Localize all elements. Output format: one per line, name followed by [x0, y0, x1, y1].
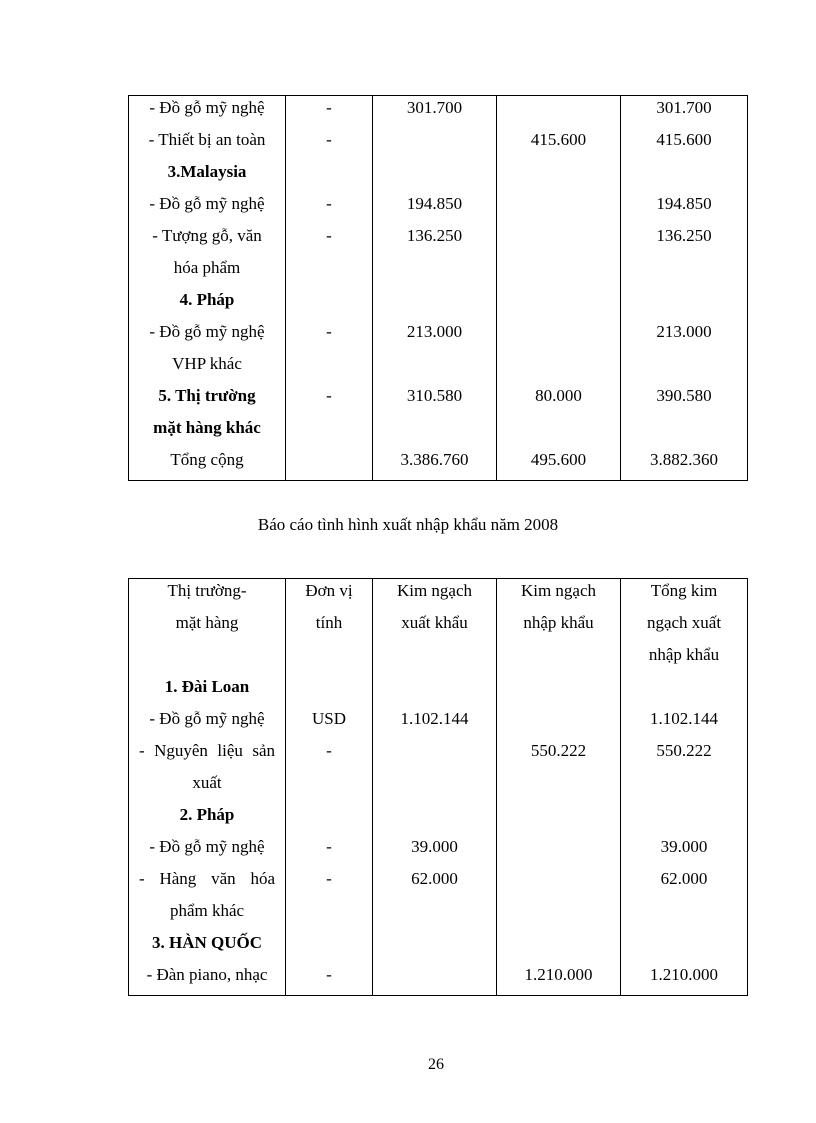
cell-text: - — [326, 226, 332, 245]
table-cell — [497, 128, 621, 160]
table-row — [129, 416, 748, 448]
table-cell — [286, 384, 373, 416]
cell-text: - — [326, 322, 332, 341]
cell-text: Tổng kim — [650, 581, 718, 600]
table-cell — [373, 611, 497, 643]
cell-text — [621, 899, 747, 901]
cell-text: - — [326, 194, 332, 213]
table-cell — [373, 643, 497, 675]
cell-text: 301.700 — [406, 98, 463, 117]
table-cell — [286, 931, 373, 963]
cell-text: 495.600 — [530, 450, 587, 469]
cell-text — [286, 448, 372, 450]
cell-text: phẩm khác — [169, 901, 245, 920]
table-cell — [621, 192, 748, 224]
table-cell — [286, 320, 373, 352]
table-cell — [621, 899, 748, 931]
cell-text — [621, 771, 747, 773]
table-cell — [497, 96, 621, 129]
table-cell — [129, 384, 286, 416]
cell-text: - Thiết bị an toàn — [148, 130, 266, 149]
cell-text: 39.000 — [660, 837, 708, 856]
table-cell — [373, 771, 497, 803]
cell-text — [621, 675, 747, 677]
cell-text: 3.386.760 — [400, 450, 469, 469]
table-cell — [621, 771, 748, 803]
cell-text: 62.000 — [411, 869, 458, 888]
cell-text: 310.580 — [406, 386, 463, 405]
table-cell — [621, 803, 748, 835]
table-cell — [129, 128, 286, 160]
table-cell — [497, 416, 621, 448]
cell-text — [621, 288, 747, 290]
table-cell — [497, 448, 621, 481]
table-cell — [373, 160, 497, 192]
table-cell — [286, 867, 373, 899]
table-cell — [373, 899, 497, 931]
table-cell — [373, 192, 497, 224]
table-cell — [286, 611, 373, 643]
cell-text: 4. Pháp — [179, 290, 235, 309]
table-cell — [497, 835, 621, 867]
table-cell — [286, 675, 373, 707]
cell-text: Kim ngạch — [396, 581, 473, 600]
cell-text: - — [326, 741, 332, 760]
table-cell — [129, 707, 286, 739]
cell-text — [497, 835, 620, 837]
cell-text: 3.Malaysia — [167, 162, 247, 181]
table-cell — [621, 352, 748, 384]
table-row — [129, 899, 748, 931]
cell-text: 550.222 — [530, 741, 587, 760]
cell-text: 194.850 — [656, 194, 712, 213]
table-cell — [373, 675, 497, 707]
cell-text: USD — [311, 709, 346, 728]
cell-text: - — [326, 130, 332, 149]
cell-text: - Đồ gỗ mỹ nghệ — [149, 322, 265, 341]
table-cell — [373, 835, 497, 867]
table-cell — [373, 352, 497, 384]
table-cell — [129, 160, 286, 192]
table-cell — [497, 192, 621, 224]
table-row — [129, 256, 748, 288]
cell-text: hóa phẩm — [173, 258, 241, 277]
cell-text: 213.000 — [656, 322, 712, 341]
table-row — [129, 835, 748, 867]
table-row — [129, 963, 748, 996]
cell-text — [497, 707, 620, 709]
cell-text: nhập khẩu — [523, 613, 594, 632]
table-caption: Báo cáo tình hình xuất nhập khẩu năm 2008 — [257, 515, 559, 534]
table-cell — [373, 320, 497, 352]
table-cell — [286, 643, 373, 675]
table-cell — [497, 707, 621, 739]
cell-text — [497, 288, 620, 290]
cell-text — [286, 771, 372, 773]
table-cell — [497, 352, 621, 384]
table-row — [129, 675, 748, 707]
cell-text: 1.102.144 — [400, 709, 469, 728]
table-row — [129, 707, 748, 739]
table-cell — [129, 643, 286, 675]
cell-text: xuất khẩu — [401, 613, 468, 632]
cell-text — [286, 160, 372, 162]
cell-text: - Đồ gỗ mỹ nghệ — [149, 709, 265, 728]
cell-text — [373, 931, 496, 933]
table-cell — [373, 288, 497, 320]
table-cell — [621, 384, 748, 416]
table-row — [129, 931, 748, 963]
table-row — [129, 384, 748, 416]
table-cell — [497, 384, 621, 416]
table-cell — [373, 803, 497, 835]
cell-text: - — [326, 965, 332, 984]
table-cell — [373, 579, 497, 612]
cell-text: - Tượng gỗ, văn — [152, 226, 262, 245]
table-cell — [129, 931, 286, 963]
table-cell — [497, 771, 621, 803]
table-cell — [621, 160, 748, 192]
table-cell — [129, 579, 286, 612]
table-cell — [129, 256, 286, 288]
cell-text — [621, 256, 747, 258]
cell-text: 39.000 — [411, 837, 458, 856]
cell-text — [621, 803, 747, 805]
table-cell — [373, 931, 497, 963]
table-cell — [621, 579, 748, 612]
table-cell — [286, 579, 373, 612]
cell-text — [286, 256, 372, 258]
table-cell — [129, 835, 286, 867]
header-row — [129, 579, 748, 612]
table-cell — [497, 611, 621, 643]
table-cell — [621, 128, 748, 160]
cell-text: - — [326, 869, 332, 888]
table-cell — [129, 320, 286, 352]
table-cell — [621, 96, 748, 129]
table-row — [129, 320, 748, 352]
table-row — [129, 224, 748, 256]
table-row — [129, 160, 748, 192]
cell-text — [497, 96, 620, 98]
cell-text — [497, 931, 620, 933]
cell-text: 550.222 — [656, 741, 712, 760]
cell-text — [373, 256, 496, 258]
table-cell — [129, 192, 286, 224]
cell-text: 1.210.000 — [524, 965, 593, 984]
table-cell — [286, 448, 373, 481]
table-cell — [286, 288, 373, 320]
cell-text: nhập khẩu — [648, 645, 720, 664]
cell-text — [497, 675, 620, 677]
table-cell — [497, 739, 621, 771]
cell-text: - — [326, 386, 332, 405]
table-cell — [497, 160, 621, 192]
cell-text — [286, 643, 372, 645]
cell-text — [621, 160, 747, 162]
cell-text — [497, 643, 620, 645]
table-row — [129, 867, 748, 899]
header-row — [129, 643, 748, 675]
table-cell — [373, 96, 497, 129]
cell-text — [373, 160, 496, 162]
table-cell — [129, 352, 286, 384]
table-row — [129, 288, 748, 320]
table-row — [129, 128, 748, 160]
cell-text: VHP khác — [172, 354, 242, 373]
cell-text — [286, 899, 372, 901]
table-cell — [497, 256, 621, 288]
cell-text — [497, 352, 620, 354]
header-row — [129, 611, 748, 643]
table-cell — [286, 835, 373, 867]
table-cell — [497, 675, 621, 707]
table-cell — [286, 128, 373, 160]
table-cell — [621, 931, 748, 963]
cell-text — [497, 416, 620, 418]
table-cell — [129, 899, 286, 931]
cell-text — [373, 963, 496, 965]
table-cell — [286, 707, 373, 739]
cell-text: ngạch xuất — [646, 613, 722, 632]
cell-text: - Đồ gỗ mỹ nghệ — [149, 194, 265, 213]
table-cell — [286, 256, 373, 288]
table-cell — [129, 448, 286, 481]
table-cell — [373, 739, 497, 771]
table-cell — [286, 96, 373, 129]
cell-text: 136.250 — [406, 226, 463, 245]
cell-text — [497, 192, 620, 194]
cell-text: 213.000 — [406, 322, 463, 341]
table-cell — [621, 320, 748, 352]
table-row — [129, 739, 748, 771]
cell-text: Thị trường- — [167, 581, 247, 600]
table-row — [129, 352, 748, 384]
cell-text: 415.600 — [530, 130, 587, 149]
cell-text: Tổng cộng — [170, 450, 244, 469]
cell-text — [129, 643, 285, 645]
cell-text: - Hàng văn hóa — [139, 869, 275, 888]
table-cell — [621, 675, 748, 707]
table-cell — [286, 160, 373, 192]
cell-text — [497, 771, 620, 773]
table-cell — [497, 867, 621, 899]
table-cell — [286, 416, 373, 448]
table-cell — [621, 448, 748, 481]
cell-text — [373, 899, 496, 901]
table-cell — [286, 192, 373, 224]
cell-text — [373, 803, 496, 805]
cell-text — [497, 320, 620, 322]
table-cell — [129, 739, 286, 771]
cell-text — [373, 416, 496, 418]
cell-text — [373, 643, 496, 645]
table-cell — [497, 899, 621, 931]
cell-text: xuất — [192, 773, 222, 792]
table-cell — [286, 963, 373, 996]
table-cell — [497, 288, 621, 320]
cell-text: - — [326, 837, 332, 856]
table-row — [129, 771, 748, 803]
cell-text — [286, 352, 372, 354]
table-row — [129, 96, 748, 129]
table-cell — [497, 224, 621, 256]
cell-text: mặt hàng khác — [153, 418, 261, 437]
table-cell — [286, 352, 373, 384]
table-cell — [373, 867, 497, 899]
cell-text: 1.210.000 — [650, 965, 718, 984]
table-cell — [373, 707, 497, 739]
cell-text — [497, 803, 620, 805]
cell-text — [286, 288, 372, 290]
table-cell — [497, 931, 621, 963]
table-cell — [129, 288, 286, 320]
table-2008 — [128, 578, 748, 996]
cell-text — [621, 931, 747, 933]
table-cell — [621, 835, 748, 867]
table-cell — [621, 288, 748, 320]
table-cell — [129, 416, 286, 448]
table-cell — [497, 803, 621, 835]
table-cell — [373, 128, 497, 160]
table-cell — [497, 579, 621, 612]
table-cell — [373, 416, 497, 448]
table-cell — [373, 448, 497, 481]
cell-text — [373, 675, 496, 677]
table-cell — [129, 803, 286, 835]
cell-text: 194.850 — [406, 194, 463, 213]
cell-text: - Đồ gỗ mỹ nghệ — [149, 837, 265, 856]
table-cell — [621, 707, 748, 739]
table-cell — [621, 867, 748, 899]
table-cell — [621, 963, 748, 996]
table-cell — [129, 224, 286, 256]
cell-text — [373, 288, 496, 290]
table-cell — [129, 771, 286, 803]
cell-text: tính — [315, 613, 343, 632]
cell-text: 390.580 — [656, 386, 712, 405]
cell-text: - Nguyên liệu sản — [139, 741, 275, 760]
table-cell — [286, 739, 373, 771]
cell-text — [621, 416, 747, 418]
cell-text: Kim ngạch — [520, 581, 597, 600]
table-cell — [373, 256, 497, 288]
table-cell — [373, 384, 497, 416]
table-cell — [373, 963, 497, 996]
cell-text: 3. HÀN QUỐC — [151, 933, 263, 952]
cell-text — [286, 931, 372, 933]
table-cell — [497, 963, 621, 996]
cell-text — [286, 416, 372, 418]
table-cell — [129, 611, 286, 643]
cell-text: 2. Pháp — [179, 805, 235, 824]
cell-text: mặt hàng — [175, 613, 239, 632]
table-cell — [621, 224, 748, 256]
table-cell — [286, 771, 373, 803]
table-cell — [621, 643, 748, 675]
cell-text — [497, 256, 620, 258]
cell-text — [286, 675, 372, 677]
table-cell — [129, 96, 286, 129]
cell-text: 62.000 — [660, 869, 708, 888]
cell-text: 301.700 — [656, 98, 712, 117]
table-cell — [129, 675, 286, 707]
table-row — [129, 448, 748, 481]
cell-text — [286, 803, 372, 805]
page-number: 26 — [428, 1056, 444, 1073]
cell-text: 3.882.360 — [650, 450, 718, 469]
table-cell — [621, 739, 748, 771]
cell-text: - Đồ gỗ mỹ nghệ — [149, 98, 265, 117]
table-row — [129, 803, 748, 835]
cell-text: 415.600 — [656, 130, 712, 149]
table-cell — [129, 867, 286, 899]
cell-text — [373, 739, 496, 741]
cell-text — [497, 899, 620, 901]
table-cell — [621, 611, 748, 643]
cell-text: 1. Đài Loan — [164, 677, 250, 696]
cell-text — [497, 867, 620, 869]
table-cell — [286, 899, 373, 931]
table-cell — [286, 224, 373, 256]
cell-text — [497, 224, 620, 226]
cell-text: 5. Thị trường — [158, 386, 256, 405]
cell-text — [373, 771, 496, 773]
cell-text — [497, 160, 620, 162]
table-row — [129, 192, 748, 224]
cell-text — [373, 128, 496, 130]
table-cell — [497, 320, 621, 352]
cell-text: - Đàn piano, nhạc — [146, 965, 268, 984]
cell-text: Đơn vị — [305, 581, 353, 600]
table-cell — [129, 963, 286, 996]
table-cell — [373, 224, 497, 256]
cell-text: - — [326, 98, 332, 117]
cell-text: 1.102.144 — [650, 709, 718, 728]
table-cell — [497, 643, 621, 675]
table-cell — [286, 803, 373, 835]
cell-text — [373, 352, 496, 354]
table-cell — [621, 416, 748, 448]
table-2007-continued — [128, 95, 748, 481]
cell-text — [621, 352, 747, 354]
table-cell — [621, 256, 748, 288]
cell-text: 136.250 — [656, 226, 712, 245]
cell-text: 80.000 — [535, 386, 582, 405]
